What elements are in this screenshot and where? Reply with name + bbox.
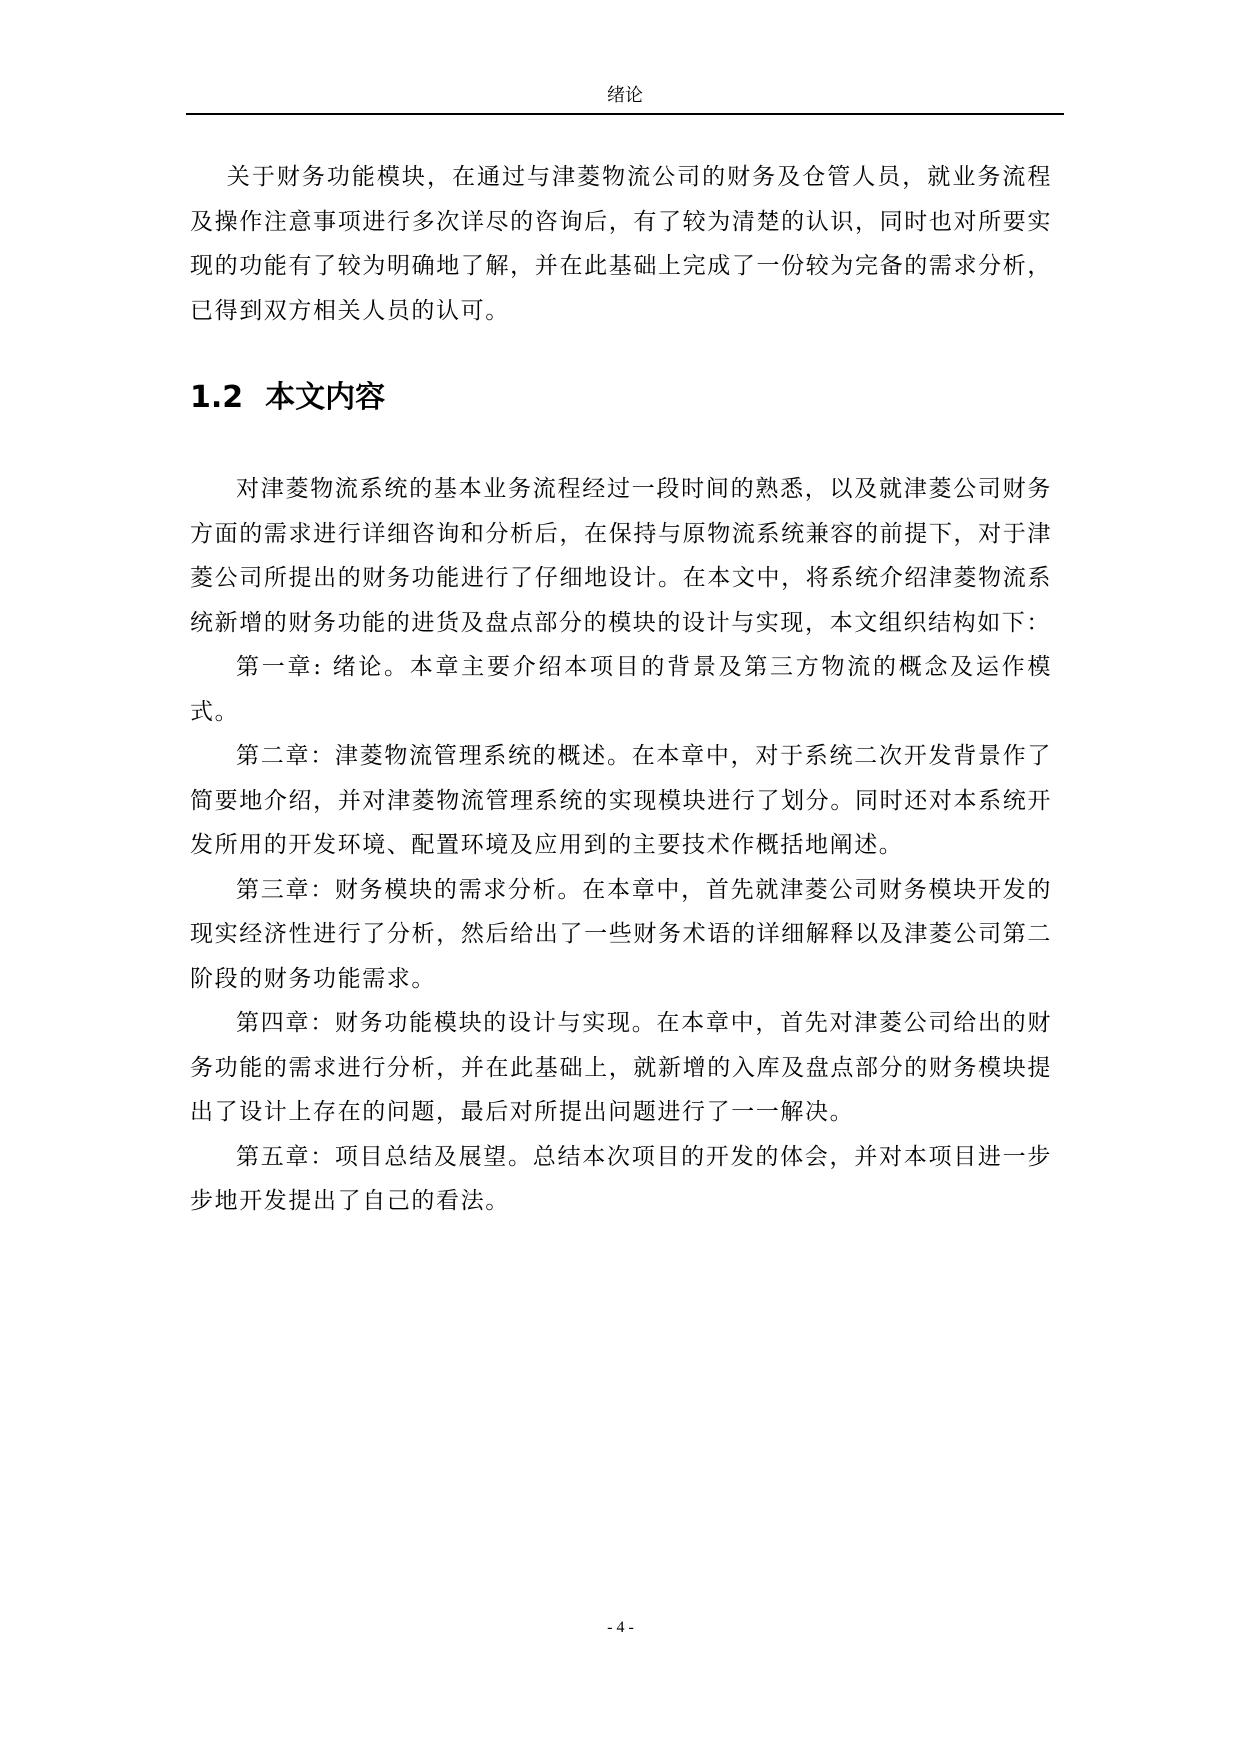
intro-block xyxy=(190,155,1052,333)
paragraph-chapter-5: 第五章：项目总结及展望。总结本次项目的开发的体会，并对本项目进一步步地开发提出了自己的看法。 xyxy=(190,1143,1052,1214)
running-header: 绪论 xyxy=(607,85,643,106)
page-number: - 4 - xyxy=(607,1619,634,1636)
header-rule xyxy=(186,113,1064,115)
paragraph-chapter-3: 第三章：财务模块的需求分析。在本章中，首先就津菱公司财务模块开发的现实经济性进行了分析，然后给出了一些财务术语的详细解释以及津菱公司第二阶段的财务功能需求。 xyxy=(190,876,1052,992)
content-block xyxy=(190,467,1052,1224)
section-title: 本文内容 xyxy=(265,380,386,415)
section-number: 1.2 xyxy=(190,380,244,415)
paragraph-chapter-4: 第四章：财务功能模块的设计与实现。在本章中，首先对津菱公司给出的财务功能的需求进行分析，并在此基础上，就新增的入库及盘点部分的财务模块提出了设计上存在的问题，最后对所提出问题进行了一一解决。 xyxy=(190,1010,1052,1125)
intro-paragraph: 关于财务功能模块，在通过与津菱物流公司的财务及仓管人员，就业务流程及操作注意事项进行多次详尽的咨询后，有了较为清楚的认识，同时也对所要实现的功能有了较为明确地了解，并在此基础上完成了一份较为完备的需求分析，已得到双方相关人员的认可。 xyxy=(190,164,1052,324)
paragraph-chapter-2: 第二章：津菱物流管理系统的概述。在本章中，对于系统二次开发背景作了简要地介绍，并对津菱物流管理系统的实现模块进行了划分。同时还对本系统开发所用的开发环境、配置环境及应用到的主要技术作概括地阐述。 xyxy=(190,743,1052,858)
section-heading xyxy=(190,378,385,418)
paragraph-overview: 对津菱物流系统的基本业务流程经过一段时间的熟悉，以及就津菱公司财务方面的需求进行详细咨询和分析后，在保持与原物流系统兼容的前提下，对于津菱公司所提出的财务功能进行了仔细地设计。在本文中，将系统介绍津菱物流系统新增的财务功能的进货及盘点部分的模块的设计与实现，本文组织结构如下： xyxy=(190,476,1052,636)
paragraph-chapter-1: 第一章: 绪论。本章主要介绍本项目的背景及第三方物流的概念及运作模式。 xyxy=(190,654,1052,725)
